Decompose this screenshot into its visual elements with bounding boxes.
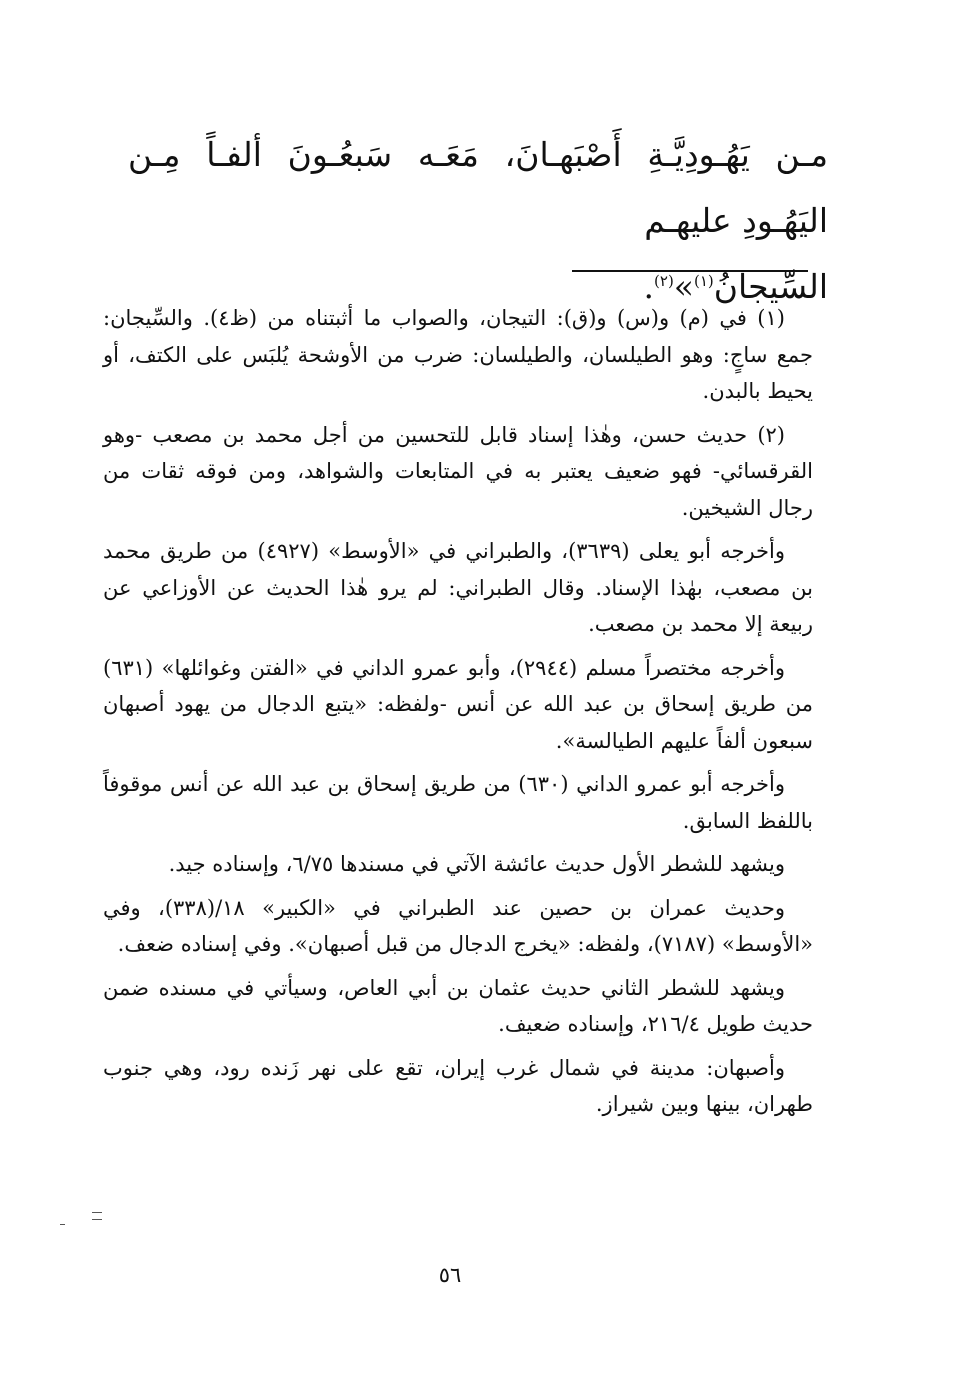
page-number: ٥٦ bbox=[438, 1263, 462, 1287]
footnote-paragraph: وأخرجه مختصراً مسلم (٢٩٤٤)، وأبو عمرو الداني في «الفتن وغوائلها» (٦٣١) من طريق إسحاق بن عبد الله عن أنس -ولفظه: «يتبع الدجال من يهود أصبهان سبعون ألفاً عليهم الطيالسة». bbox=[103, 655, 813, 753]
footnote-paragraph: وأخرجه أبو عمرو الداني (٦٣٠) من طريق إسحاق بن عبد الله عن أنس موقوفاً باللفظ السابق. bbox=[103, 772, 813, 833]
closing-quote: » bbox=[673, 267, 694, 306]
footnote-paragraph: ويشهد للشطر الثاني حديث عثمان بن أبي العاص، وسيأتي في مسنده ضمن حديث طويل ٢١٦/٤، وإسناده ضعيف. bbox=[103, 975, 813, 1036]
footnote-ref-1[interactable]: (١) bbox=[694, 272, 714, 290]
footnote-2: (٢) حديث حسن، وهٰذا إسناد قابل للتحسين من أجل محمد بن مصعب -وهو القرقسائي- فهو ضعيف يعتبر به في المتابعات والشواهد، ومن فوقه ثقات من رجال الشيخين. bbox=[103, 422, 813, 520]
footnote-paragraph: ويشهد للشطر الأول حديث عائشة الآتي في مسندها ٦/٧٥، وإسناده جيد. bbox=[168, 852, 785, 876]
footnote-paragraph: وأصبهان: مدينة في شمال غرب إيران، تقع على نهر زَنده رود، وهي جنوب طهران، بينها وبين شيراز. bbox=[103, 1055, 813, 1116]
main-word: السِّيجانُ bbox=[713, 267, 828, 306]
footnotes bbox=[103, 300, 813, 1130]
footnote-ref-2[interactable]: (٢) bbox=[654, 272, 674, 290]
footnote-paragraph: وأخرجه أبو يعلى (٣٦٣٩)، والطبراني في «الأوسط» (٤٩٢٧) من طريق محمد بن مصعب، بهٰذا الإسناد. وقال الطبراني: لم يرو هٰذا الحديث عن الأوزاعي عن ربيعة إلا محمد بن مصعب. bbox=[103, 539, 813, 636]
margin-dot bbox=[60, 1224, 65, 1225]
footnote-separator bbox=[572, 270, 808, 272]
sentence-end: . bbox=[643, 267, 655, 306]
footnote-paragraph: وحديث عمران بن حصين عند الطبراني في «الكبير» ١٨/(٣٣٨)، وفي «الأوسط» (٧١٨٧)، ولفظه: «يخرج الدجال من قبل أصبهان». وفي إسناده ضعف. bbox=[103, 895, 813, 956]
main-line-1: مـن يَهُـودِيَّـةِ أَصْبَهـانَ، مَعَـه سَبعُـونَ ألفـاً مِـن اليَهُـودِ عليهـم bbox=[128, 135, 828, 240]
main-text bbox=[128, 122, 828, 320]
footnote-1: (١) في (م) و(س) و(ق): التيجان، والصواب ما أثبتناه من (ظ٤). والسِّيجان: جمع ساجٍ: وهو الطيلسان، والطيلسان: ضرب من الأوشحة يُلبَس على الكتف، أو يحيط بالبدن. bbox=[103, 306, 813, 403]
margin-mark bbox=[92, 1212, 102, 1220]
